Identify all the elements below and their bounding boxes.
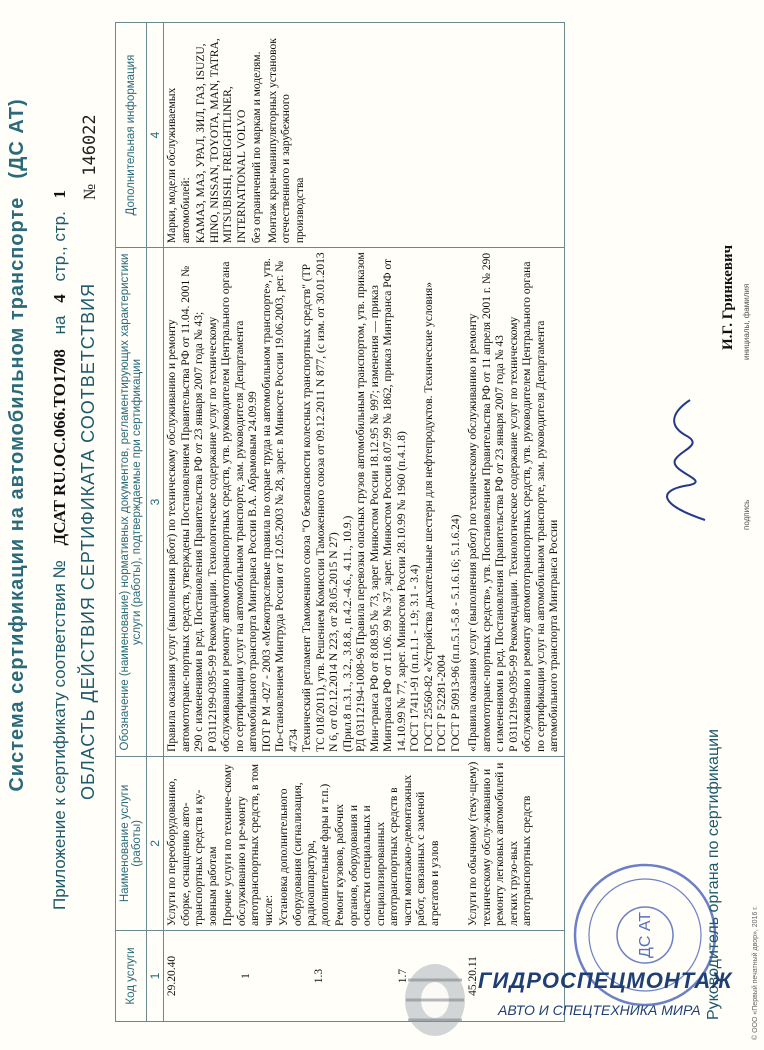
signature [650,390,720,530]
doc-item: Р 03112199-0395-99 Рекомендации. Технологическое содержание услуг по техническому обслуживанию и ремонту автомототранспортных средств, утв. руководителем Центрального органа по сертификации услуг на автомобильном транспорте, зам. руководителя Департамента автомобильного транспорта Минтранса России [507,261,560,752]
signatory-name: И.Г. Гринкевич [720,244,736,350]
scope-title: ОБЛАСТЬ ДЕЙСТВИЯ СЕРТИФИКАТА СООТВЕТСТВИЯ [78,282,98,800]
scope-table [115,22,565,1022]
service-code: 1 [239,973,252,979]
page-current: 1 [50,189,69,199]
col-number: 3 [147,248,164,757]
appendix-label: Приложение к сертификату соответствия № [50,560,69,910]
stamp-text: ДС АТ [637,911,654,959]
doc-item: ПОТ Р М -027 - 2003 «Межотраслевые правила по охране труда на автомобильном транспорте», утв. По-становлением Минтруда России от 12.05.2003 № 28, зарег. в Минюсте России 19.06.2003, рег. № 4734 [260,258,300,752]
serial-value: 146022 [80,114,100,176]
certificate-number: ДСАТ RU.ОС.066.ТО1708 [50,349,69,546]
info-cell [465,23,564,248]
doc-item: ГОСТ Р 52281-2004 [436,654,448,752]
serial-number [80,114,100,200]
doc-item: Р 03112199-0395-99 Рекомендации. Технологическое содержание услуг по техническому обслуживанию и ремонту автомототранспортных средств, утв. руководителем Центрального органа по сертификации услуг на автомобильном транспорте, зам. руководителя Департамента автомобильного транспорта Минтранса России В.А. Абрамовым 24.09.99 [206,261,259,752]
doc-item: Правила оказания услуг (выполнения работ) по техническому обслуживанию и ремонту автомототранс-портных средств, утверждены Постановлением Правительства РФ от 11.04. 2001 № 290 с изменениями в ред. Постановления Правительства РФ от 23 января 2007 года № 43; [166,265,205,752]
doc-item: Технический регламент Таможенного союза "О безопасности колесных транспортных средств" (ТР ТС 018/2011), утв. Решением Комиссии Таможенного союза от 09.12.2011 N 877, (с изм. от 30.01.2013 N 6, от 02.12.2014 N 223, от 28.05.2015 N 27) [301,252,340,752]
pages-label: стр., стр. [50,211,69,282]
system-title-text: Система сертификации на автомобильном транспорте [6,196,28,792]
signature-caption: подпись [742,499,751,530]
table-row [164,23,466,1022]
system-title [6,95,29,795]
name-cell [164,756,466,930]
col-header-info: Дополнительная информация [116,23,147,248]
doc-item: РД 03112194-1008-96 Правила перевозки опасных грузов автомобильным транспортом, утв. приказом Мин-транса РФ от 8.08.95 № 73, зарег Минюстом России 18.12.95 № 997; изменения — приказ Минтранса РФ от 11.06. 99 № 37, зарег. Минюстом России 8.07.99 № 1862, приказ Минтранса РФ от 14.10.99 № 77, зарег. Минюстом России 28.10.99 № 1960 (п.4.1.8) [355,252,408,752]
name-caption: инициалы, фамилия [742,283,751,360]
service-name: Ремонт кузовов, рабочих органов, оборудования и оснастки специальных и специализированных автотранспортных средств в части монтажно-демонтажных работ, связанных с заменой агрегатов и узлов [334,774,441,926]
service-name: Прочие услуги по техниче-скому обслуживанию и ре-монту автотранспортных средств, в том числе: [222,763,275,926]
info-cell [164,23,466,248]
service-code: 1.3 [313,968,325,984]
appendix-line [50,182,70,910]
info-note: Монтаж кран-манипуляторных установок отечественного и зарубежного производства [266,38,306,244]
col-header-code: Код услуги [116,930,147,1021]
col-header-docs: Обозначение (наименование) нормативных документов, регламентирующих характеристики услуги (работы), подтверждаемые при сертификации [116,248,147,757]
doc-item: ГОСТ 17411-91 (п.п.1.1 - 1.9; 3.1 - 3.4) [409,564,421,752]
service-name: Услуги по обычному (теку-щему) техническому обслу-живанию и ремонту легковых автомобилей и легких грузо-вых автотранспортных средств [467,761,533,926]
doc-item: ГОСТ 25560-82 «Устройства дыхательные шестерн для нефтепродуктов. Технические условия» [422,282,435,752]
doc-item: ГОСТ Р 50913-96 (п.п.5.1-5.8 - 5.1.6.16; 5.1.6.24) [449,514,462,752]
serial-prefix: № [80,183,99,200]
on-label: на [50,315,69,335]
service-name: Услуги по переоборудованию, сборке, оснащению авто-транспортных средств и ку-зовным работам [166,778,219,926]
tire-icon [400,960,470,1040]
col-number: 1 [147,930,164,1021]
name-cell [465,756,564,930]
col-number: 2 [147,756,164,930]
pages-total: 4 [50,294,69,303]
service-code: 1.7 [396,968,409,984]
signatory-label: Руководитель органа по сертификации [705,729,722,1020]
doc-item: «Правила оказания услуг (выполнения работ) по техническому обслуживанию и ремонту автомототранс-портных средств», утв. Постановлением Правительства РФ от 11 апреля 2001 г. № 290 с изменениями в ред. Постановления Правительства РФ от 23 января 2007 года № 43 [467,252,506,752]
info-note: без ограничений по маркам и моделям. [251,51,263,244]
system-abbrev: (ДС АТ) [6,98,28,179]
watermark-title: ГИДРОСПЕЦМОНТАЖ [478,968,733,993]
info-brands: КАМАЗ, МАЗ, УРАЛ, ЗИЛ, ГАЗ, ISUZU, HINO, NISSAN, TOYOTA, MAN, TATRA, MITSUBISHI, FREIGHTLINER, INTERNATIONAL VOLVO [195,38,248,244]
service-code: 29.20.40 [166,955,178,997]
info-intro: Марки, модели обслуживаемых автомобилей: [166,87,192,244]
service-code: 45.20.11 [467,956,479,996]
service-name: Установка дополнительного оборудования (сигнализация, радиоаппаратура, дополнительные фары и т.п.) [278,782,331,926]
col-number: 4 [147,23,164,248]
printer-note: © ООО «Первый печатный двор», 2016 г. [752,906,759,1040]
table-row [465,23,564,1022]
doc-item: (Прил.8 п.3.1., 3.2., 3.8.8., п.4.2.-4.6., 4.11., 10.9.) [341,515,354,752]
docs-cell [465,248,564,757]
docs-cell [164,248,466,757]
watermark-subtitle: АВТО И СПЕЦТЕХНИКА МИРА [498,1002,701,1018]
col-header-name: Наименование услуги (работы) [116,756,147,930]
